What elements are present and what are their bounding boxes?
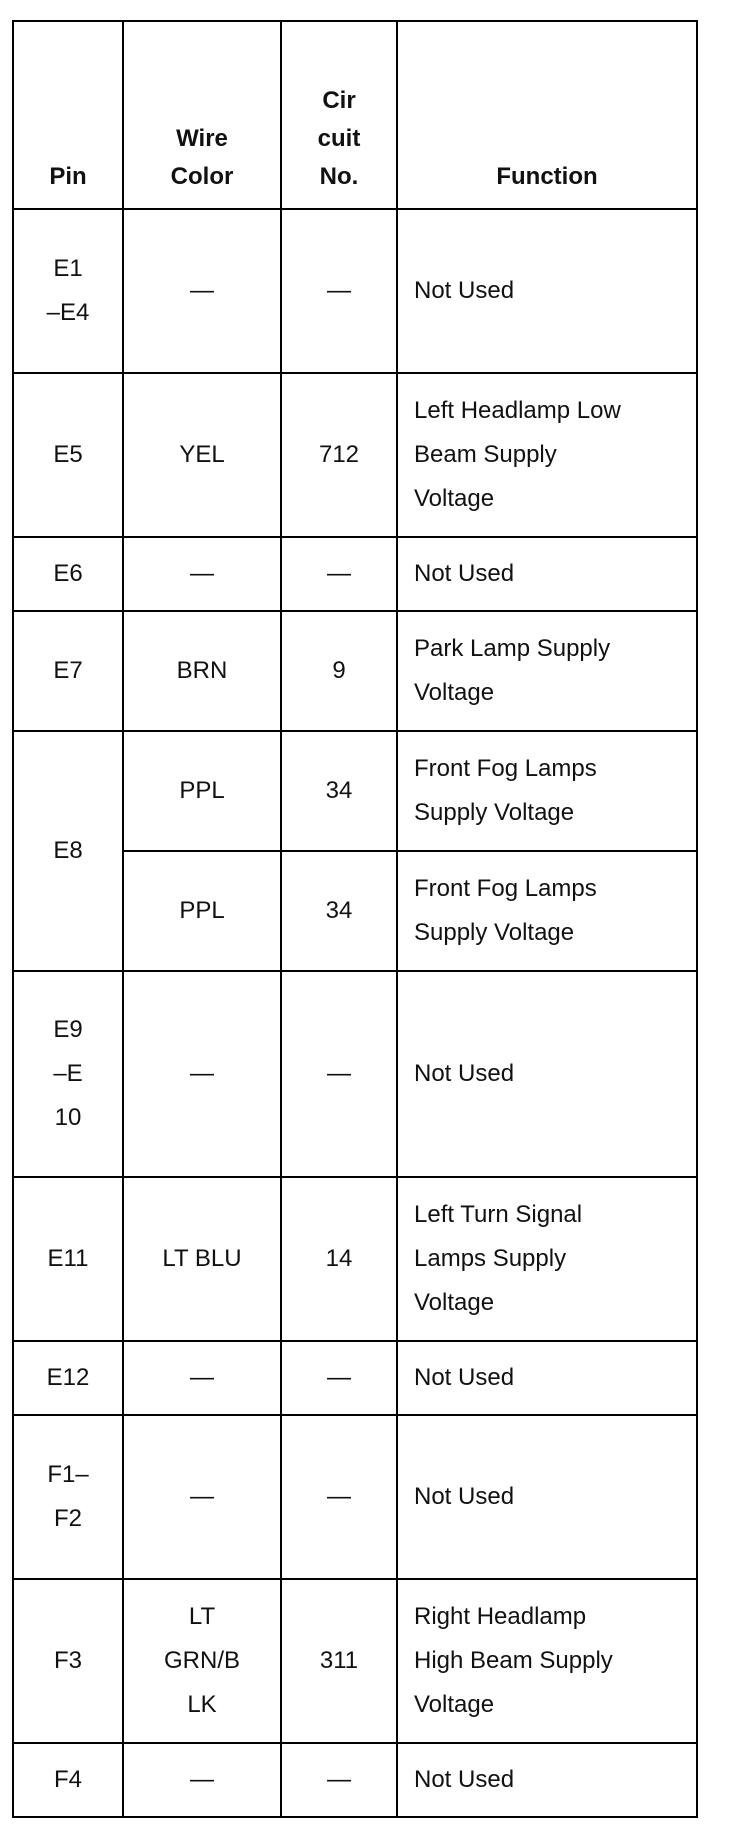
function-cell: Front Fog Lamps Supply Voltage	[397, 851, 697, 971]
pin-cell: E8	[13, 731, 123, 971]
function-cell: Left Headlamp Low Beam Supply Voltage	[397, 373, 697, 537]
circuit-cell: 34	[281, 731, 397, 851]
wire-color-cell: —	[123, 1415, 281, 1579]
pin-cell: F3	[13, 1579, 123, 1743]
function-cell: Not Used	[397, 209, 697, 373]
wire-color-cell: —	[123, 971, 281, 1177]
circuit-cell: 14	[281, 1177, 397, 1341]
table-row	[13, 1341, 697, 1415]
circuit-cell: —	[281, 1341, 397, 1415]
function-cell: Right Headlamp High Beam Supply Voltage	[397, 1579, 697, 1743]
function-cell: Park Lamp Supply Voltage	[397, 611, 697, 731]
pin-cell: E1 –E4	[13, 209, 123, 373]
wire-color-cell: LT GRN/B LK	[123, 1579, 281, 1743]
table-row	[13, 1579, 697, 1743]
pin-cell: E9 –E 10	[13, 971, 123, 1177]
table-row	[13, 537, 697, 611]
wire-color-cell: —	[123, 1743, 281, 1817]
table-row	[13, 1415, 697, 1579]
table-row	[13, 611, 697, 731]
wire-color-cell: PPL	[123, 851, 281, 971]
circuit-cell: —	[281, 971, 397, 1177]
wire-color-cell: BRN	[123, 611, 281, 731]
circuit-cell: —	[281, 1415, 397, 1579]
wire-color-cell: PPL	[123, 731, 281, 851]
function-cell: Not Used	[397, 1743, 697, 1817]
circuit-number-header: Cir cuit No.	[281, 21, 397, 209]
pin-cell: E6	[13, 537, 123, 611]
circuit-cell: 712	[281, 373, 397, 537]
function-cell: Front Fog Lamps Supply Voltage	[397, 731, 697, 851]
function-cell: Not Used	[397, 971, 697, 1177]
header-row	[13, 21, 697, 209]
function-cell: Not Used	[397, 537, 697, 611]
function-cell: Left Turn Signal Lamps Supply Voltage	[397, 1177, 697, 1341]
pinout-table	[12, 20, 698, 1818]
circuit-cell: —	[281, 209, 397, 373]
pin-cell: E7	[13, 611, 123, 731]
function-cell: Not Used	[397, 1415, 697, 1579]
table-row	[13, 1743, 697, 1817]
table-row	[13, 209, 697, 373]
pin-cell: E5	[13, 373, 123, 537]
function-header: Function	[397, 21, 697, 209]
wire-color-cell: —	[123, 537, 281, 611]
pin-cell: E12	[13, 1341, 123, 1415]
circuit-cell: 311	[281, 1579, 397, 1743]
table-row	[13, 373, 697, 537]
table-row	[13, 1177, 697, 1341]
circuit-cell: —	[281, 537, 397, 611]
wire-color-cell: —	[123, 1341, 281, 1415]
pin-header: Pin	[13, 21, 123, 209]
wire-color-header: Wire Color	[123, 21, 281, 209]
circuit-cell: —	[281, 1743, 397, 1817]
wire-color-cell: YEL	[123, 373, 281, 537]
pin-cell: E11	[13, 1177, 123, 1341]
wire-color-cell: —	[123, 209, 281, 373]
function-cell: Not Used	[397, 1341, 697, 1415]
table-row	[13, 731, 697, 851]
circuit-cell: 34	[281, 851, 397, 971]
circuit-cell: 9	[281, 611, 397, 731]
pin-cell: F1– F2	[13, 1415, 123, 1579]
pin-cell: F4	[13, 1743, 123, 1817]
table-row	[13, 971, 697, 1177]
wire-color-cell: LT BLU	[123, 1177, 281, 1341]
